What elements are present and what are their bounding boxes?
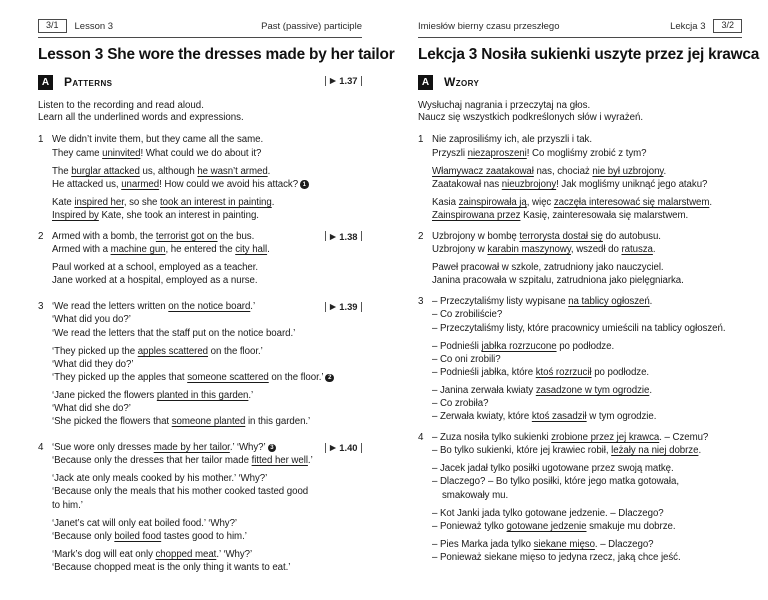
text-line [432,410,742,423]
section-heading: Patterns [64,75,113,89]
underlined-phrase: fitted her well [251,455,308,467]
audio-bar-glyph [361,443,362,453]
audio-track-marker [325,75,362,86]
grammar-topic-label: Imiesłów bierny czasu przeszłego [418,20,560,32]
text-run: Paul worked at a school, employed as a teacher. [52,262,259,274]
text-line [52,133,362,146]
text-run: He attacked us, [52,178,122,190]
underlined-phrase: apples scattered [137,345,208,357]
text-run: . [271,196,275,208]
text-run: us, although [139,165,198,177]
grammar-topic-label: Past (passive) participle [261,20,362,32]
page-title: Lesson 3 She wore the dresses made by her tailor [38,46,395,63]
underlined-phrase: planted in this garden [156,389,249,401]
text-run: smakuje mu dobrze. [586,520,676,532]
underlined-phrase: zasadzone w tym ogrodzie [535,384,650,396]
text-run: . [663,165,667,177]
text-run: – Co oni zrobili? [432,353,501,365]
text-run: ! Jak mogliśmy uniknąć jego ataku? [556,178,708,190]
text-line [432,489,742,502]
text-run: ! What could we do about it? [140,147,262,159]
text-line [432,165,742,178]
paragraph [432,507,742,533]
text-line [432,147,742,160]
text-run: the bus. [217,230,255,242]
item-body [52,300,362,433]
text-line [52,530,362,543]
paragraph [52,548,362,574]
audio-bar-glyph [325,443,326,453]
text-line [432,384,742,397]
text-run: ‘Jane picked the flowers [52,389,157,401]
footnote-number-badge: 3 [268,444,277,453]
paragraph [52,441,362,467]
text-line [52,441,362,454]
item-number: 4 [38,442,44,454]
page-header [38,20,362,38]
text-run: Armed with a [52,244,111,256]
paragraph [52,133,362,159]
item-number: 2 [418,230,424,242]
text-run: . [649,296,653,308]
text-line [432,520,742,533]
exercise-item [418,133,742,222]
underlined-phrase: burglar attacked [71,165,140,177]
text-line [432,462,742,475]
text-run: po podłodze. [556,340,615,352]
text-run: – Ponieważ siekane mięso to jedyna rzecz, jaką chce jeść. [432,551,681,563]
underlined-phrase: ratusza [621,244,653,256]
text-line [52,485,362,498]
underlined-phrase: nieuzbrojony [501,178,557,190]
text-line [432,133,742,146]
text-line [52,517,362,530]
underlined-phrase: chopped meat [155,548,217,560]
text-run: . [698,445,702,457]
text-line [52,147,362,160]
text-line [52,561,362,574]
text-run: ‘What did you do?’ [52,314,131,326]
item-number: 1 [38,134,44,146]
text-run: Nie zaprosiliśmy ich, ale przyszli i tak. [432,134,592,146]
text-line [52,371,362,384]
underlined-phrase: Włamywacz zaatakował [432,165,534,177]
text-run: ‘Jack ate only meals cooked by his mother.’ ‘Why?’ [52,473,268,485]
text-run: w tym ogrodzie. [586,411,657,423]
page-title: Lekcja 3 Nosiła sukienki uszyte przez jej krawca [418,46,760,63]
section-header [38,74,362,90]
audio-track-number: 1.38 [339,230,358,242]
item-body [52,133,362,222]
text-run: – Kot Janki jada tylko gotowane jedzenie. – Dlaczego? [432,507,664,519]
text-run: ‘They picked up the apples that [52,371,188,383]
audio-track-marker [325,231,362,242]
exercise-item [38,230,362,292]
text-run: ‘She picked the flowers that [52,416,172,428]
text-run: – Przeczytaliśmy listy wypisane [432,296,569,308]
text-run: ‘Janet’s cat will only eat boiled food.’ ‘Why?’ [52,517,238,529]
underlined-phrase: leżały na niej dobrze [611,445,699,457]
play-icon: ▶ [329,75,336,85]
underlined-phrase: on the notice board [168,301,251,313]
text-line [432,366,742,379]
section-letter-badge: A [38,75,53,90]
item-body [432,230,742,287]
text-run: Kasia [432,196,459,208]
exercise-item [418,230,742,287]
text-run: , so she [123,196,161,208]
exercise-item [418,431,742,564]
text-run: – Przeczytaliśmy listy, które pracownicy umieścili na tablicy ogłoszeń. [432,322,726,334]
underlined-phrase: karabin maszynowy [487,244,571,256]
text-run: Armed with a bomb, the [52,230,156,242]
text-run: .’ [307,455,313,467]
text-run: ‘We read the letters written [52,301,169,313]
text-line [432,196,742,209]
text-run: ! How could we avoid his attack? [159,178,299,190]
text-run: ‘Because only [52,530,115,542]
instruction-line: Naucz się wszystkich podkreślonych słów i wyrażeń. [418,112,644,124]
text-run: .’ ‘Why?’ [216,548,253,560]
instruction-line: Learn all the underlined words and expressions. [38,112,244,124]
text-line [432,397,742,410]
text-run: We didn’t invite them, but they came all the same. [52,134,264,146]
exercise-item [38,133,362,222]
text-run: ‘Mark’s dog will eat only [52,548,156,560]
play-icon: ▶ [329,442,336,452]
paragraph [432,133,742,159]
text-line [432,444,742,457]
text-line [52,402,362,415]
text-run: Kate, she took an interest in painting. [98,209,259,221]
text-run: . [267,244,270,256]
underlined-phrase: zainspirowała ją [458,196,527,208]
text-line [432,322,742,335]
text-run: Kate [52,196,75,208]
text-run: .’ ‘Why?’ [229,442,266,454]
text-run: , he entered the [165,244,236,256]
text-run: Uzbrojony w [432,244,488,256]
text-line [432,431,742,444]
text-run: to him.’ [52,499,83,511]
text-line [52,274,362,287]
item-number: 3 [38,301,44,313]
audio-track-marker [325,301,362,312]
text-line [432,209,742,222]
text-line [52,499,362,512]
text-run: – Janina zerwała kwiaty [432,384,536,396]
text-run: ‘Because only the meals that his mother cooked tasted good [52,486,309,498]
text-line [52,389,362,402]
instructions [38,100,362,124]
text-run: The [52,165,72,177]
text-run: – Jacek jadał tylko posiłki ugotowane przez swoją matkę. [432,463,674,475]
paragraph [432,196,742,222]
underlined-phrase: gotowane jedzenie [506,520,587,532]
exercise-items [418,133,742,564]
text-run: on the floor.’ [208,345,263,357]
underlined-phrase: niezaproszeni [467,147,527,159]
exercise-item [38,441,362,579]
text-line [52,345,362,358]
text-run: Paweł pracował w szkole, zatrudniony jako nauczyciel. [432,262,664,274]
paragraph [432,462,742,501]
text-line [432,340,742,353]
underlined-phrase: terrorysta dostał się [519,230,603,242]
audio-bar-glyph [361,302,362,312]
text-run: . – Czemu? [659,432,709,444]
footnote-number-badge: 2 [325,374,334,383]
footnote-number-badge: 1 [300,180,309,189]
underlined-phrase: terrorist got on [155,230,218,242]
exercise-items [38,133,362,579]
text-run: . [709,196,713,208]
text-run: – Bo tylko sukienki, które jej krawiec robił, [432,445,612,457]
text-line [432,295,742,308]
paragraph [432,230,742,256]
paragraph [432,165,742,191]
text-line [52,300,362,313]
text-run: po podłodze. [591,366,650,378]
text-run: ‘We read the letters that the staff put on the notice board.’ [52,327,296,339]
text-line [52,261,362,274]
paragraph [432,295,742,334]
item-body [52,441,362,579]
text-line [432,261,742,274]
text-run: in this garden.’ [245,416,311,428]
underlined-phrase: uninvited [102,147,141,159]
text-run: – Dlaczego? – Bo tylko posiłki, które jego matka gotowała, [432,476,679,488]
underlined-phrase: nie był uzbrojony [592,165,664,177]
text-run: ‘What did they do?’ [52,358,134,370]
text-line [52,243,362,256]
paragraph [432,261,742,287]
underlined-phrase: boiled food [114,530,162,542]
page-number-tab: 3/2 [713,19,742,33]
text-line [52,327,362,340]
item-body [432,133,742,222]
underlined-phrase: ktoś rozrzucił [535,366,592,378]
text-run: ‘Because chopped meat is the only thing it wants to eat.’ [52,561,291,573]
text-line [432,507,742,520]
text-line [432,178,742,191]
paragraph [52,345,362,384]
paragraph [52,300,362,339]
text-run: on the floor.’ [268,371,324,383]
text-line [432,475,742,488]
text-run: .’ [250,301,256,313]
play-icon: ▶ [329,302,336,312]
chapter-label: Lekcja 3 [670,20,706,32]
exercise-item [38,300,362,433]
page-left [38,20,395,587]
underlined-phrase: zrobione przez jej krawca [551,432,660,444]
text-run: . – Dlaczego? [594,538,654,550]
text-run: Zaatakował nas [432,178,502,190]
underlined-phrase: unarmed [121,178,160,190]
play-icon: ▶ [329,231,336,241]
text-run: tastes good to him.’ [161,530,247,542]
section-letter-badge: A [418,75,433,90]
audio-bar-glyph [325,76,326,86]
text-run: – Zuza nosiła tylko sukienki [432,432,552,444]
text-line [432,274,742,287]
item-number: 1 [418,134,424,146]
page-number-tab: 3/1 [38,19,67,33]
text-run: – Pies Marka jada tylko [432,538,534,550]
text-run: Kasię, zainteresowała się malarstwem. [520,209,689,221]
text-run: – Co zrobiliście? [432,309,503,321]
text-line [432,551,742,564]
audio-bar-glyph [325,231,326,241]
text-line [52,209,362,222]
instructions [418,100,742,124]
audio-track-number: 1.40 [339,442,358,454]
underlined-phrase: zaczęła interesować się malarstwem [553,196,710,208]
paragraph [52,389,362,428]
text-run: . [267,165,271,177]
text-line [52,454,362,467]
underlined-phrase: Inspired by [52,209,99,221]
underlined-phrase: inspired her [74,196,124,208]
text-line [52,178,362,191]
underlined-phrase: Zainspirowana przez [432,209,521,221]
audio-bar-glyph [361,76,362,86]
text-line [432,353,742,366]
item-number: 2 [38,230,44,242]
page-right [418,20,760,572]
paragraph [432,431,742,457]
text-run: ‘Sue wore only dresses [52,442,154,454]
instruction-line: Wysłuchaj nagrania i przeczytaj na głos. [418,100,591,111]
audio-track-number: 1.39 [339,301,358,313]
text-run: . [652,244,656,256]
text-run: Janina pracowała w szpitalu, zatrudniona jako pielęgniarka. [432,275,684,287]
paragraph [52,196,362,222]
item-number: 3 [418,296,424,308]
paragraph [52,517,362,543]
text-line [432,308,742,321]
text-run: , wszedł do [570,244,622,256]
section-header [418,74,742,90]
text-run: – Zerwała kwiaty, które [432,411,532,423]
underlined-phrase: jabłka rozrzucone [481,340,557,352]
text-line [432,230,742,243]
text-run: , więc [526,196,554,208]
text-line [432,538,742,551]
text-run: . [649,384,652,396]
underlined-phrase: someone scattered [187,371,269,383]
underlined-phrase: na tablicy ogłoszeń [568,296,650,308]
text-line [52,165,362,178]
text-run: – Co zrobiła? [432,398,489,409]
paragraph [432,384,742,423]
item-body [432,431,742,564]
paragraph [52,472,362,511]
instruction-line: Listen to the recording and read aloud. [38,100,204,111]
exercise-item [418,295,742,423]
text-line [52,196,362,209]
paragraph [432,340,742,379]
underlined-phrase: took an interest in painting [160,196,272,208]
text-run: nas, chociaż [533,165,593,177]
underlined-phrase: ktoś zasadził [531,411,587,423]
text-run: Przyszli [432,147,468,159]
text-run: .’ [248,389,254,401]
text-line [52,313,362,326]
paragraph [52,165,362,191]
page-header [418,20,742,38]
section-heading: Wzory [444,75,480,89]
text-run: ‘They picked up the [52,345,138,357]
underlined-phrase: machine gun [110,244,166,256]
chapter-label: Lesson 3 [74,20,114,32]
item-number: 4 [418,432,424,444]
text-run: ‘Because only the dresses that her tailor made [52,455,252,467]
text-line [52,472,362,485]
audio-bar-glyph [325,302,326,312]
text-line [432,243,742,256]
text-run: Uzbrojony w bombę [432,230,520,242]
text-run: – Podnieśli [432,340,482,352]
text-line [52,358,362,371]
text-line [52,415,362,428]
text-run: ! Co mogliśmy zrobić z tym? [526,147,647,159]
text-run: ‘What did she do?’ [52,403,131,414]
text-run: They came [52,147,103,159]
text-line [52,230,362,243]
underlined-phrase: made by her tailor [153,442,230,454]
item-body [52,230,362,292]
text-run: – Ponieważ tylko [432,520,507,532]
paragraph [52,230,362,256]
audio-track-marker [325,442,362,453]
item-body [432,295,742,423]
underlined-phrase: he wasn’t armed [197,165,268,177]
underlined-phrase: city hall [235,244,268,256]
underlined-phrase: siekane mięso [533,538,595,550]
text-run: do autobusu. [602,230,661,242]
audio-bar-glyph [361,231,362,241]
text-line [52,548,362,561]
text-run: Jane worked at a hospital, employed as a nurse. [52,275,258,287]
audio-track-number: 1.37 [339,75,358,86]
text-run: – Podnieśli jabłka, które [432,366,536,378]
paragraph [432,538,742,564]
text-run: smakowały mu. [442,489,509,501]
underlined-phrase: someone planted [171,416,246,428]
paragraph [52,261,362,287]
